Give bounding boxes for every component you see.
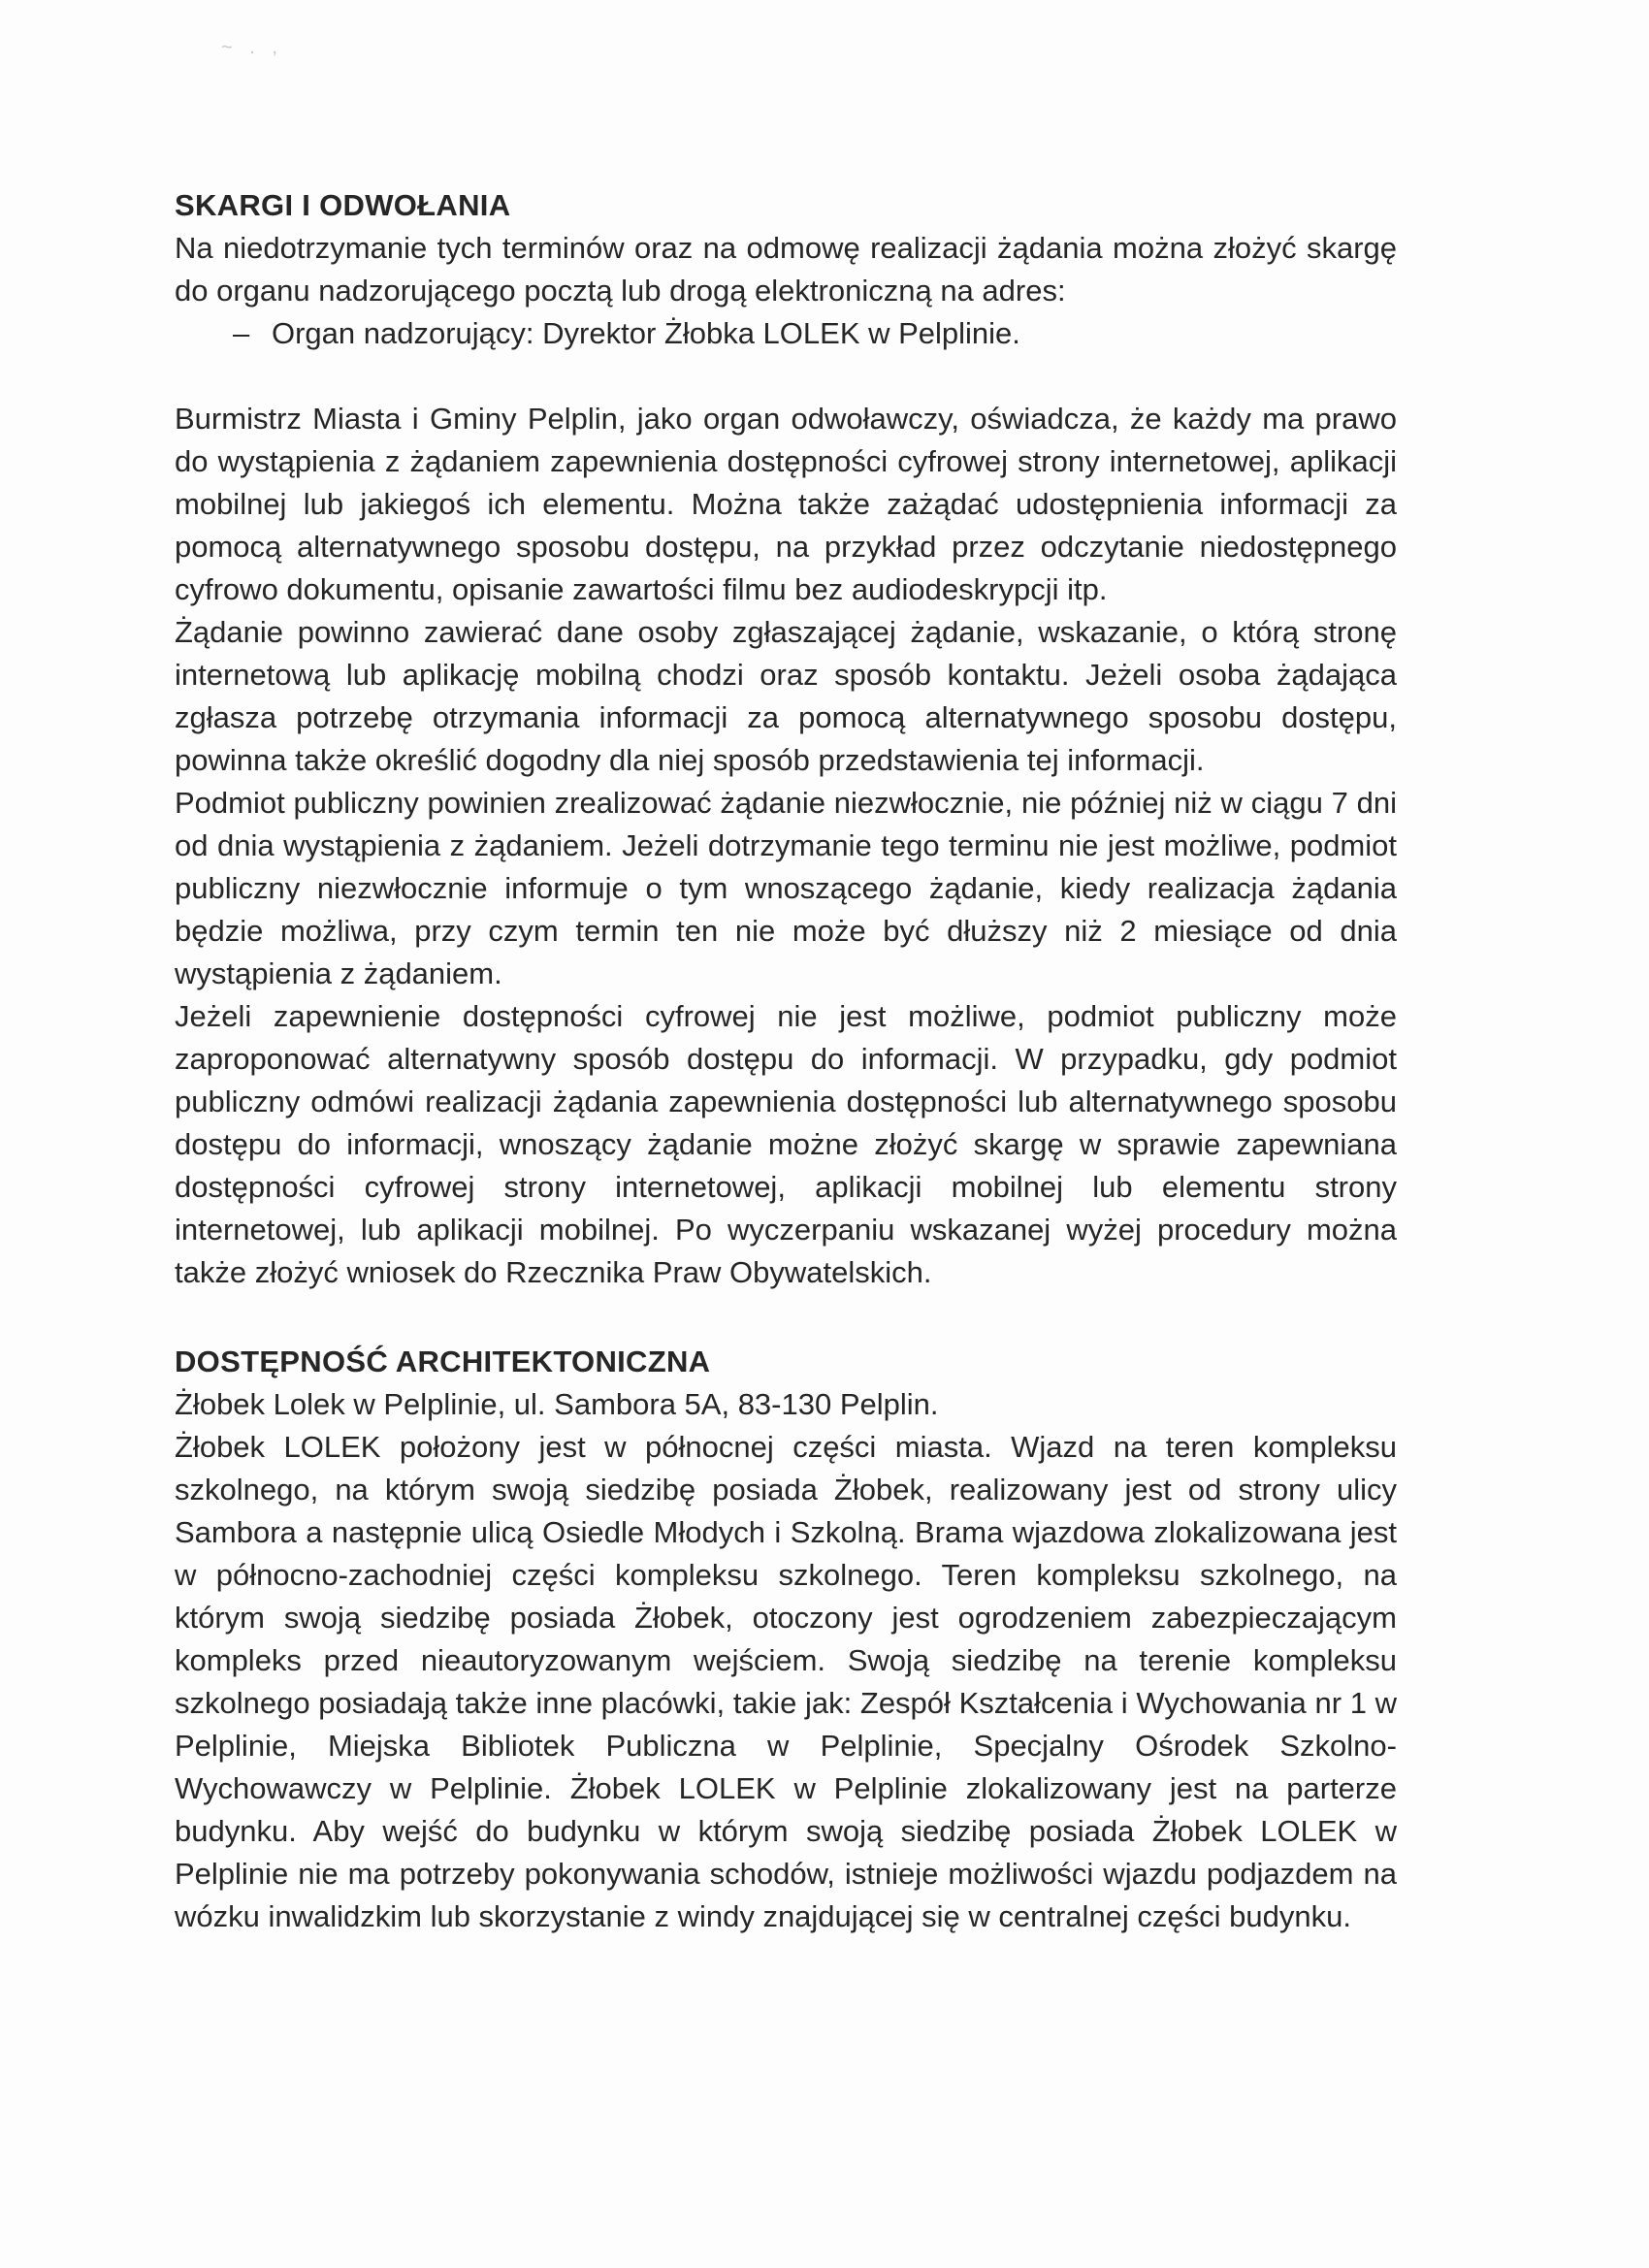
spacer [175,355,1397,398]
scan-artifact-mark: ~ . , [221,37,283,58]
architecture-heading: DOSTĘPNOŚĆ ARCHITEKTONICZNA [175,1345,711,1378]
complaints-heading: SKARGI I ODWOŁANIA [175,188,511,222]
complaints-section [175,184,1397,1294]
architecture-description: Żłobek LOLEK położony jest w północnej części miasta. Wjazd na teren kompleksu szkolnego, na którym swoją siedzibę posiada Żłobek, realizowany jest od strony ulicy Sambora a następnie ulicą Osiedle Młodych i Szkolną. Brama wjazdowa zlokalizowana jest w północno-zachodniej części kompleksu szkolnego. Teren kompleksu szkolnego, na którym swoją siedzibę posiada Żłobek, otoczony jest ogrodzeniem zabezpieczającym kompleks przed nieautoryzowanym wejściem. Swoją siedzibę na terenie kompleksu szkolnego posiadają także inne placówki, takie jak: Zespół Kształcenia i Wychowania nr 1 w Pelplinie, Miejska Bibliotek Publiczna w Pelplinie, Specjalny Ośrodek Szkolno-Wychowawczy w Pelplinie. Żłobek LOLEK w Pelplinie zlokalizowany jest na parterze budynku. Aby wejść do budynku w którym swoją siedzibę posiada Żłobek LOLEK w Pelplinie nie ma potrzeby pokonywania schodów, istnieje możliwości wjazdu podjazdem na wózku inwalidzkim lub skorzystanie z windy znajdującej się w centralnej części budynku. [175,1430,1397,1933]
architecture-section [175,1341,1397,1938]
spacer [175,1294,1397,1341]
nursery-address: Żłobek Lolek w Pelplinie, ul. Sambora 5A, 83-130 Pelplin. [175,1387,939,1421]
supervisory-body-list [175,312,1397,355]
request-contents-paragraph: Żądanie powinno zawierać dane osoby zgłaszającej żądanie, wskazanie, o którą stronę internetową lub aplikację mobilną chodzi oraz sposób kontaktu. Jeżeli osoba żądająca zgłasza potrzebę otrzymania informacji za pomocą alternatywnego sposobu dostępu, powinna także określić dogodny dla niej sposób przedstawienia tej informacji. [175,615,1397,777]
document-content [175,184,1397,1938]
appeal-authority-paragraph: Burmistrz Miasta i Gminy Pelplin, jako organ odwoławczy, oświadcza, że każdy ma prawo do wystąpienia z żądaniem zapewnienia dostępności cyfrowej strony internetowej, aplikacji mobilnej lub jakiegoś ich elementu. Można także zażądać udostępnienia informacji za pomocą alternatywnego sposobu dostępu, na przykład przez odczytanie niedostępnego cyfrowo dokumentu, opisanie zawartości filmu bez audiodeskrypcji itp. [175,402,1397,606]
list-item [175,312,1397,355]
complaints-intro: Na niedotrzymanie tych terminów oraz na odmowę realizacji żądania można złożyć skargę do organu nadzorującego pocztą lub drogą elektroniczną na adres: [175,231,1397,308]
request-deadline-paragraph: Podmiot publiczny powinien zrealizować żądanie niezwłocznie, nie później niż w ciągu 7 dni od dnia wystąpienia z żądaniem. Jeżeli dotrzymanie tego terminu nie jest możliwe, podmiot publiczny niezwłocznie informuje o tym wnoszącego żądanie, kiedy realizacja żądania będzie możliwa, przy czym termin ten nie może być dłuższy niż 2 miesiące od dnia wystąpienia z żądaniem. [175,786,1397,990]
supervisory-body-text: Organ nadzorujący: Dyrektor Żłobka LOLEK w Pelplinie. [272,316,1020,350]
dash-bullet: – [233,316,250,350]
alternative-access-paragraph: Jeżeli zapewnienie dostępności cyfrowej nie jest możliwe, podmiot publiczny może zaproponować alternatywny sposób dostępu do informacji. W przypadku, gdy podmiot publiczny odmówi realizacji żądania zapewnienia dostępności lub alternatywnego sposobu dostępu do informacji, wnoszący żądanie możne złożyć skargę w sprawie zapewniana dostępności cyfrowej strony internetowej, aplikacji mobilnej lub elementu strony internetowej, lub aplikacji mobilnej. Po wyczerpaniu wskazanej wyżej procedury można także złożyć wniosek do Rzecznika Praw Obywatelskich. [175,999,1397,1289]
